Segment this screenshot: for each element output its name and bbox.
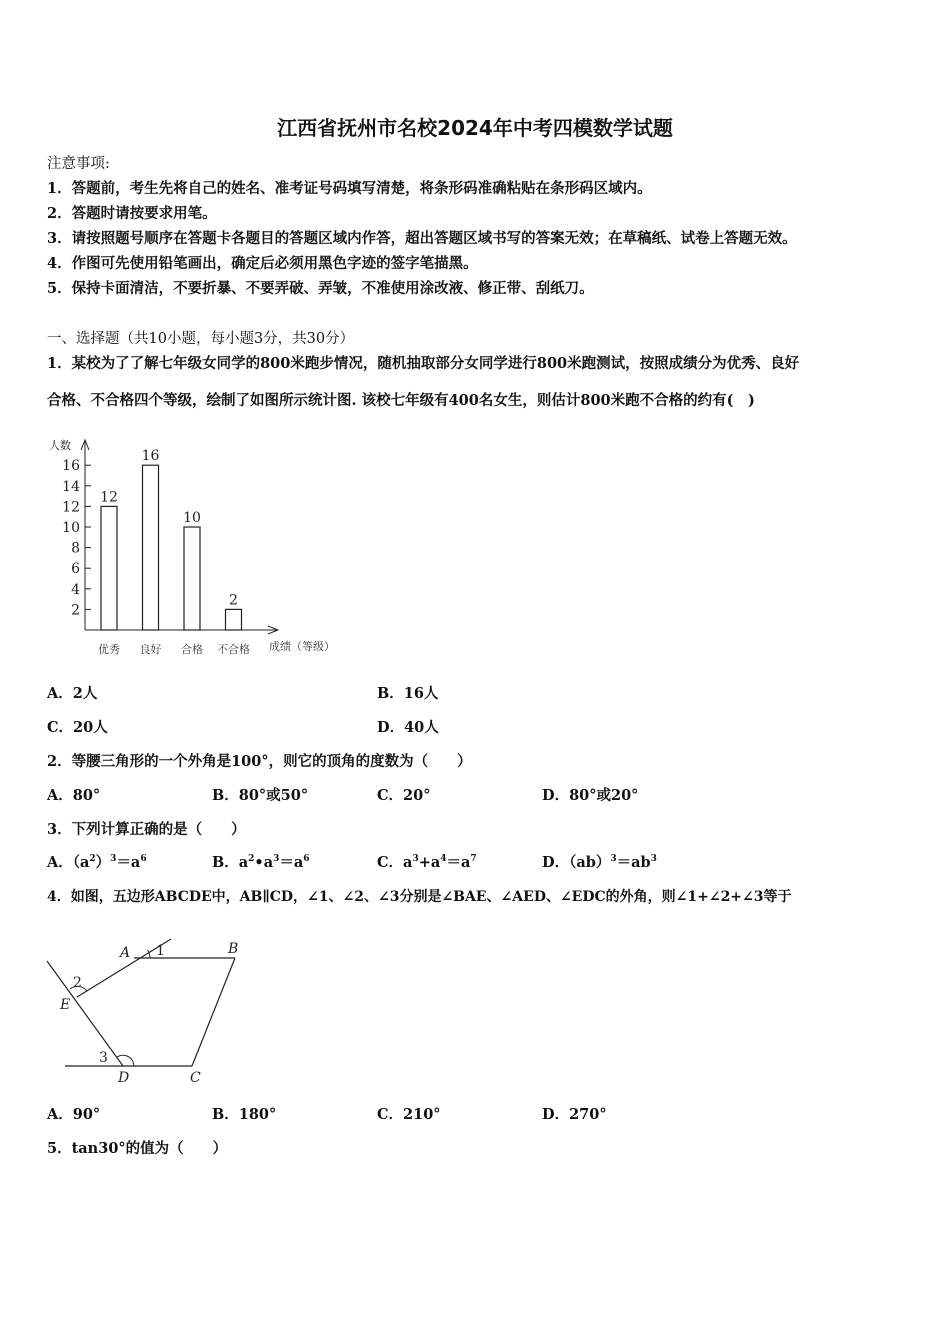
x-category-label: 优秀: [98, 643, 120, 656]
q2-option-c[interactable]: C．20°: [377, 787, 431, 804]
line-bc: [192, 958, 235, 1066]
q2-option-b[interactable]: B．80°或50°: [212, 787, 309, 804]
label-a: A: [120, 945, 131, 961]
y-tick-label: 12: [62, 499, 80, 516]
x-category-label: 良好: [139, 643, 162, 656]
q1-option-c[interactable]: C．20人: [47, 719, 108, 736]
q4-option-a[interactable]: A．90°: [47, 1106, 101, 1123]
bar-value-label: 16: [141, 448, 160, 465]
q3-stem: 3．下列计算正确的是（ ）: [47, 821, 246, 838]
bar-value-label: 12: [100, 489, 118, 506]
y-tick-label: 6: [71, 561, 80, 578]
bar-1: [101, 506, 117, 630]
y-tick-label: 4: [71, 581, 80, 598]
y-tick-label: 14: [62, 478, 80, 495]
angle-1-arc: [148, 950, 150, 958]
label-angle-2: 2: [73, 975, 82, 991]
notice-item-2: 2．答题时请按要求用笔。: [47, 205, 217, 222]
q4-pentagon-figure: [40, 918, 260, 1090]
q1-stem-line2: 合格、不合格四个等级，绘制了如图所示统计图. 该校七年级有400名女生，则估计800米跑不合格的约有( ): [47, 392, 755, 409]
q1-stem-line1: 1．某校为了了解七年级女同学的800米跑步情况，随机抽取部分女同学进行800米跑测试，按照成绩分为优秀、良好: [47, 355, 800, 372]
q3-option-d[interactable]: D．$(ab)^3=ab^3$: [542, 854, 657, 871]
q1-option-b[interactable]: B．16人: [377, 685, 439, 702]
q3-option-c[interactable]: C．$a^3+a^4=a^7$: [377, 854, 477, 871]
section-heading: 一、选择题（共10小题，每小题3分，共30分）: [47, 331, 355, 347]
q2-stem: 2．等腰三角形的一个外角是100°，则它的顶角的度数为（ ）: [47, 753, 472, 770]
page-title: 江西省抚州市名校2024年中考四模数学试题: [277, 116, 673, 140]
q4-stem: 4．如图，五边形ABCDE中，AB∥CD，∠1、∠2、∠3分别是∠BAE、∠AED、∠EDC的外角，则∠1+∠2+∠3等于: [47, 889, 792, 905]
label-angle-3: 3: [99, 1050, 108, 1066]
q3-option-b[interactable]: B．$a^2•a^3=a^6$: [212, 854, 310, 871]
q1-option-a[interactable]: A．2人: [47, 685, 98, 702]
q3-option-a[interactable]: A．$(a^2)^3=a^6$: [47, 854, 147, 871]
notice-item-4: 4．作图可先使用铅笔画出，确定后必须用黑色字迹的签字笔描黑。: [47, 255, 478, 272]
y-axis-label: 人数: [49, 439, 71, 452]
y-tick-label: 10: [62, 520, 80, 536]
bar-value-label: 2: [229, 592, 238, 609]
y-tick-label: 16: [62, 458, 80, 475]
bar-3: [184, 527, 200, 630]
q1-bar-chart: [40, 430, 360, 662]
label-d: D: [118, 1070, 130, 1086]
label-angle-1: 1: [156, 943, 165, 959]
bar-value-label: 10: [183, 510, 201, 526]
notice-item-1: 1．答题前，考生先将自己的姓名、准考证号码填写清楚，将条形码准确粘贴在条形码区域内。: [47, 180, 652, 197]
q4-option-b[interactable]: B．180°: [212, 1106, 277, 1123]
label-b: B: [228, 941, 239, 957]
q2-option-a[interactable]: A．80°: [47, 787, 101, 804]
x-category-label: 合格: [181, 643, 203, 656]
bar-4: [226, 609, 242, 630]
q4-option-d[interactable]: D．270°: [542, 1106, 607, 1123]
y-tick-label: 2: [71, 602, 80, 619]
y-tick-label: 8: [71, 540, 80, 557]
x-axis-label: 成绩（等级）: [269, 640, 335, 653]
notice-item-3: 3．请按照题号顺序在答题卡各题目的答题区域内作答，超出答题区域书写的答案无效；在草稿纸、试卷上答题无效。: [47, 230, 797, 247]
label-e: E: [60, 997, 71, 1013]
notice-heading: 注意事项:: [47, 156, 110, 172]
q5-stem: 5．tan30°的值为（ ）: [47, 1140, 228, 1157]
x-category-label: 不合格: [217, 643, 250, 656]
bar-2: [143, 465, 159, 630]
notice-item-5: 5．保持卡面清洁，不要折暴、不要弄破、弄皱，不准使用涂改液、修正带、刮纸刀。: [47, 280, 594, 297]
line-de-extended: [47, 961, 123, 1066]
q2-option-d[interactable]: D．80°或20°: [542, 787, 639, 804]
q1-option-d[interactable]: D．40人: [377, 719, 439, 736]
label-c: C: [190, 1070, 201, 1086]
q4-option-c[interactable]: C．210°: [377, 1106, 441, 1123]
